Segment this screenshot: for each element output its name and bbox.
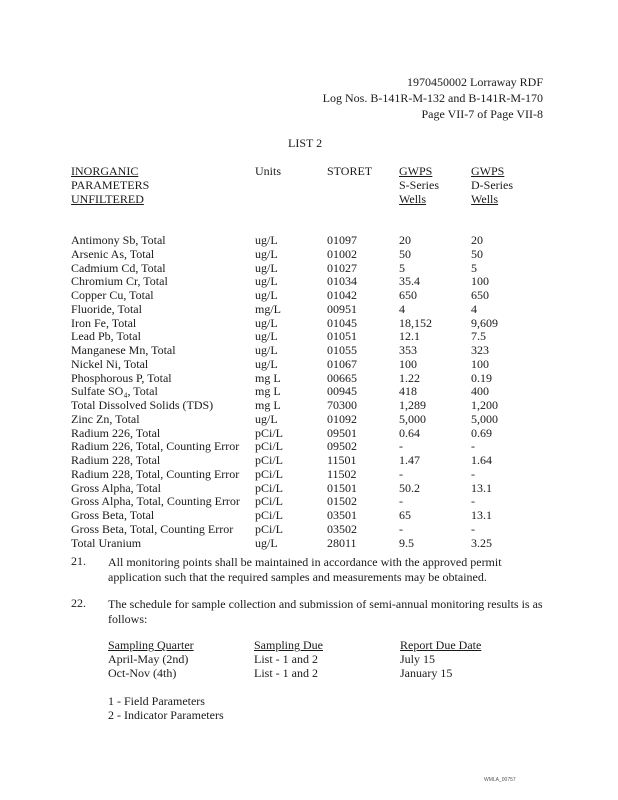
schedule-row-1-quarter: April-May (2nd) (108, 652, 189, 666)
parameter-cell: Sulfate SO₄, Total (71, 384, 158, 399)
storet-cell: 09502 (327, 439, 357, 454)
units-cell: ug/L (255, 329, 278, 344)
d-series-value-cell: 0.19 (471, 370, 492, 385)
d-series-value-cell: 323 (471, 343, 489, 357)
units-cell: ug/L (255, 274, 278, 289)
parameter-cell: Antimony Sb, Total (71, 233, 166, 247)
schedule-row-2-quarter: Oct-Nov (4th) (108, 666, 177, 680)
param-header-3: UNFILTERED (71, 192, 144, 206)
units-cell: ug/L (255, 288, 278, 302)
d-series-value-cell: - (471, 466, 475, 481)
d-series-value-cell: 50 (471, 246, 483, 261)
schedule-row-2-report: January 15 (400, 666, 453, 680)
parameter-cell: Gross Beta, Total (71, 508, 155, 522)
storet-cell: 00665 (327, 370, 357, 385)
units-cell: ug/L (255, 356, 278, 371)
s-series-value-cell: 4 (399, 301, 405, 316)
d-series-value-cell: 20 (471, 233, 483, 247)
s-series-value-cell: 65 (399, 508, 411, 522)
d-series-value-cell: 5,000 (471, 411, 498, 426)
storet-cell: 01097 (327, 233, 357, 247)
d-series-value-cell: - (471, 494, 475, 509)
storet-cell: 00951 (327, 301, 357, 316)
d-series-value-cell: - (471, 439, 475, 454)
parameter-cell: Radium 226, Total (71, 425, 161, 440)
s-series-value-cell: 18,152 (399, 315, 432, 330)
parameter-cell: Manganese Mn, Total (71, 343, 176, 357)
d-series-value-cell: 13.1 (471, 480, 492, 495)
s-series-value-cell: 50.2 (399, 480, 420, 495)
storet-cell: 01042 (327, 288, 357, 302)
parameter-cell: Lead Pb, Total (71, 329, 141, 344)
footnote-2: 2 - Indicator Parameters (108, 708, 224, 722)
s-series-value-cell: - (399, 494, 403, 509)
s-series-value-cell: 0.64 (399, 425, 420, 440)
storet-cell: 01055 (327, 343, 357, 357)
units-cell: ug/L (255, 233, 278, 247)
parameter-cell: Gross Alpha, Total, Counting Error (71, 494, 240, 509)
parameter-cell: Zinc Zn, Total (71, 411, 140, 426)
d-series-value-cell: 1.64 (471, 453, 492, 467)
d-series-value-cell: 13.1 (471, 508, 492, 522)
units-cell: ug/L (255, 315, 278, 330)
parameter-cell: Cadmium Cd, Total (71, 260, 166, 275)
d-series-value-cell: 100 (471, 274, 489, 289)
list-title: LIST 2 (288, 136, 323, 150)
d-series-value-cell: 7.5 (471, 329, 486, 344)
d-series-value-cell: - (471, 521, 475, 536)
s-series-value-cell: 418 (399, 384, 417, 399)
d-series-value-cell: 100 (471, 356, 489, 371)
units-cell: pCi/L (255, 439, 284, 454)
s-series-value-cell: 1,289 (399, 398, 426, 412)
units-cell: mg L (255, 384, 281, 399)
d-series-value-cell: 3.25 (471, 535, 492, 550)
s-series-value-cell: 9.5 (399, 535, 414, 550)
footnote-1: 1 - Field Parameters (108, 694, 205, 708)
storet-cell: 03502 (327, 521, 357, 536)
d-series-value-cell: 650 (471, 288, 489, 302)
storet-cell: 01502 (327, 494, 357, 509)
storet-cell: 01027 (327, 260, 357, 275)
storet-cell: 01501 (327, 480, 357, 495)
d-series-value-cell: 9,609 (471, 315, 498, 330)
param-header-2: PARAMETERS (71, 178, 150, 192)
units-cell: mg L (255, 370, 281, 385)
storet-cell: 28011 (327, 535, 357, 550)
storet-cell: 09501 (327, 425, 357, 440)
d-series-value-cell: 1,200 (471, 398, 498, 412)
units-cell: ug/L (255, 260, 278, 275)
storet-cell: 01034 (327, 274, 357, 289)
storet-header: STORET (327, 164, 373, 178)
parameter-cell: Total Dissolved Solids (TDS) (71, 398, 214, 412)
units-cell: pCi/L (255, 494, 284, 509)
d-series-header-1: GWPS (471, 164, 505, 178)
param-header-1: INORGANIC (71, 164, 139, 178)
d-series-header-3: Wells (471, 192, 499, 206)
item-21-text: All monitoring points shall be maintained in accordance with the approved permit application such that the required samples and measurements may be obtained. (108, 555, 502, 584)
storet-cell: 01092 (327, 411, 357, 426)
units-cell: mg L (255, 398, 281, 412)
units-cell: pCi/L (255, 521, 284, 536)
schedule-row-1-due: List - 1 and 2 (254, 652, 318, 666)
schedule-row-2-due: List - 1 and 2 (254, 666, 318, 680)
schedule-header-report: Report Due Date (400, 638, 482, 652)
s-series-value-cell: 35.4 (399, 274, 420, 289)
parameter-cell: Radium 226, Total, Counting Error (71, 439, 240, 454)
units-cell: mg/L (255, 301, 281, 316)
header-log-numbers: Log Nos. B-141R-M-132 and B-141R-M-170 (322, 91, 543, 105)
d-series-value-cell: 0.69 (471, 425, 492, 440)
parameter-cell: Arsenic As, Total (71, 246, 155, 261)
s-series-header-1: GWPS (399, 164, 433, 178)
units-cell: ug/L (255, 246, 278, 261)
units-cell: pCi/L (255, 508, 284, 522)
units-cell: pCi/L (255, 480, 284, 495)
item-21-number: 21. (71, 554, 86, 568)
s-series-value-cell: 50 (399, 246, 411, 261)
units-cell: pCi/L (255, 466, 284, 481)
parameter-cell: Copper Cu, Total (71, 288, 154, 302)
storet-cell: 11502 (327, 466, 357, 481)
bates-stamp: WMLA_00757 (484, 777, 516, 783)
item-22-text: The schedule for sample collection and submission of semi-annual monitoring results is as follows: (108, 597, 543, 626)
s-series-value-cell: 20 (399, 233, 411, 247)
schedule-header-due: Sampling Due (254, 638, 323, 652)
units-cell: pCi/L (255, 453, 284, 467)
header-page-number: Page VII-7 of Page VII-8 (421, 107, 543, 121)
parameter-cell: Gross Beta, Total, Counting Error (71, 521, 234, 536)
header-site-line: 1970450002 Lorraway RDF (407, 75, 543, 89)
parameter-cell: Total Uranium (71, 535, 142, 550)
schedule-row-1-report: July 15 (400, 652, 436, 666)
s-series-value-cell: 1.47 (399, 453, 420, 467)
s-series-header-3: Wells (399, 192, 427, 206)
s-series-value-cell: - (399, 439, 403, 454)
parameter-cell: Nickel Ni, Total (71, 356, 149, 371)
parameter-cell: Iron Fe, Total (71, 315, 137, 330)
storet-cell: 11501 (327, 453, 357, 467)
units-cell: ug/L (255, 411, 278, 426)
storet-cell: 01002 (327, 246, 357, 261)
s-series-value-cell: 12.1 (399, 329, 420, 344)
storet-cell: 70300 (327, 398, 357, 412)
storet-cell: 01045 (327, 315, 357, 330)
parameter-cell: Phosphorous P, Total (71, 370, 172, 385)
s-series-value-cell: 353 (399, 343, 417, 357)
units-cell: ug/L (255, 535, 278, 550)
parameter-cell: Radium 228, Total (71, 453, 161, 467)
schedule-header-quarter: Sampling Quarter (108, 638, 194, 652)
units-cell: ug/L (255, 343, 278, 357)
s-series-value-cell: 650 (399, 288, 417, 302)
storet-cell: 00945 (327, 384, 357, 399)
d-series-value-cell: 4 (471, 301, 477, 316)
storet-cell: 01051 (327, 329, 357, 344)
parameter-cell: Chromium Cr, Total (71, 274, 168, 289)
s-series-value-cell: - (399, 521, 403, 536)
parameter-cell: Fluoride, Total (71, 301, 142, 316)
s-series-value-cell: 1.22 (399, 370, 420, 385)
units-header: Units (255, 164, 282, 178)
parameter-cell: Radium 228, Total, Counting Error (71, 466, 240, 481)
storet-cell: 03501 (327, 508, 357, 522)
s-series-header-2: S-Series (399, 178, 439, 192)
units-cell: pCi/L (255, 425, 284, 440)
s-series-value-cell: 5 (399, 260, 405, 275)
s-series-value-cell: - (399, 466, 403, 481)
s-series-value-cell: 5,000 (399, 411, 426, 426)
d-series-value-cell: 5 (471, 260, 477, 275)
d-series-header-2: D-Series (471, 178, 513, 192)
s-series-value-cell: 100 (399, 356, 417, 371)
storet-cell: 01067 (327, 356, 357, 371)
parameter-cell: Gross Alpha, Total (71, 480, 161, 495)
item-22-number: 22. (71, 596, 86, 610)
d-series-value-cell: 400 (471, 384, 489, 399)
